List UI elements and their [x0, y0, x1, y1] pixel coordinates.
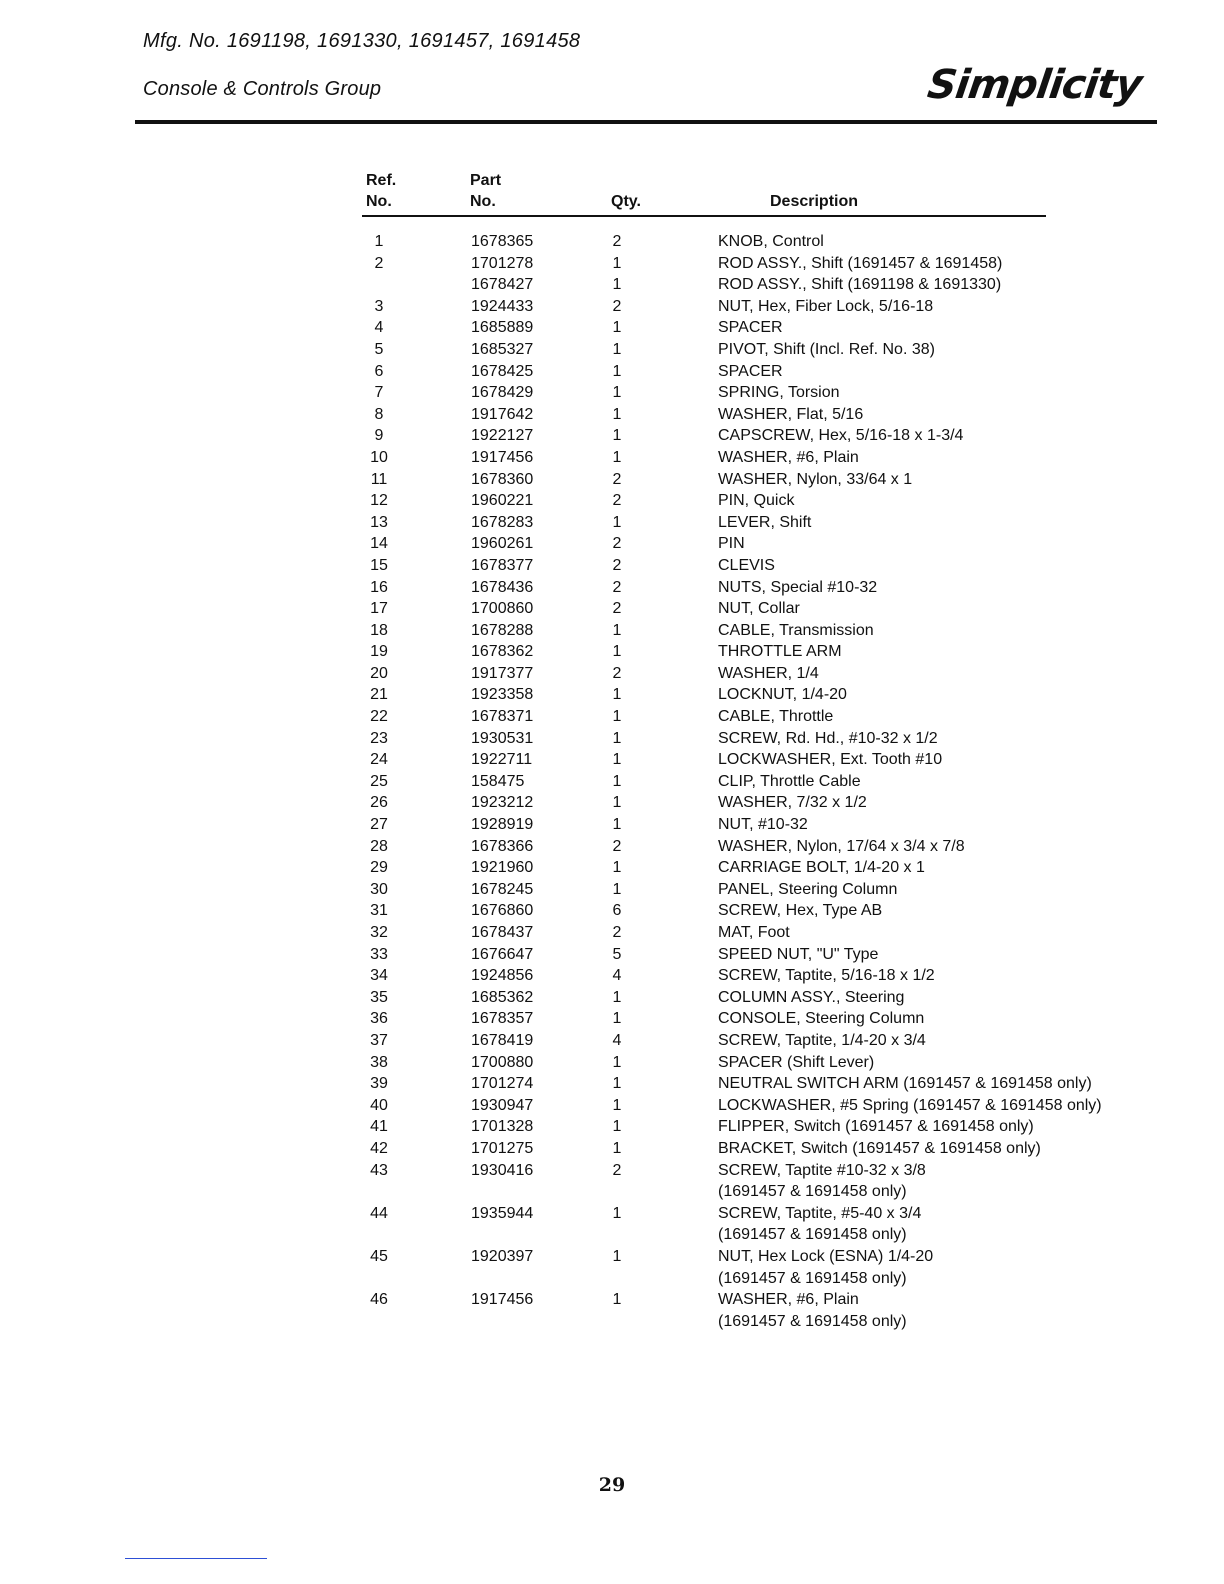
quantity: 1: [612, 1204, 622, 1222]
quantity: 5: [612, 945, 622, 963]
description: CABLE, Throttle: [718, 708, 834, 726]
description: SPACER: [718, 362, 783, 380]
ref-number: 16: [370, 578, 388, 596]
quantity: 1: [612, 686, 622, 704]
table-row: [0, 512, 1224, 534]
table-row: [0, 296, 1224, 318]
ref-number: 33: [370, 945, 388, 963]
ref-number: 11: [370, 470, 388, 488]
description: SPRING, Torsion: [718, 384, 840, 402]
description: BRACKET, Switch (1691457 & 1691458 only): [718, 1139, 1041, 1157]
part-number: 1922711: [471, 751, 533, 769]
ref-number: 35: [370, 988, 388, 1006]
quantity: 2: [612, 470, 622, 488]
table-row: [0, 469, 1224, 491]
table-row: [0, 555, 1224, 577]
ref-number: 5: [374, 340, 384, 358]
description: SPACER: [718, 319, 783, 337]
ref-number: 40: [370, 1096, 388, 1114]
part-number: 1685362: [471, 988, 534, 1006]
description: NUT, Hex, Fiber Lock, 5/16-18: [718, 297, 934, 315]
quantity: 1: [612, 1075, 622, 1093]
table-row: [0, 361, 1224, 383]
table-row: [0, 231, 1224, 253]
description: COLUMN ASSY., Steering: [718, 988, 905, 1006]
part-number: 1700860: [471, 600, 534, 618]
part-number: 1678357: [471, 1010, 534, 1028]
quantity: 2: [612, 837, 622, 855]
quantity: 1: [612, 1096, 622, 1114]
ref-number: 39: [370, 1075, 388, 1093]
description: (1691457 & 1691458 only): [718, 1312, 907, 1330]
description: SPEED NUT, "U" Type: [718, 945, 879, 963]
part-number: 1678283: [471, 513, 534, 531]
simplicity-logo: Simplicity: [924, 62, 1145, 108]
part-number: 1928919: [471, 816, 534, 834]
table-row: [0, 1008, 1224, 1030]
col-header-part-line1: Part: [470, 172, 502, 189]
quantity: 6: [612, 902, 622, 920]
part-number: 1701275: [471, 1139, 534, 1157]
table-row: [0, 706, 1224, 728]
part-number: 1917642: [471, 405, 534, 423]
ref-number: 17: [370, 600, 388, 618]
ref-number: 41: [370, 1118, 388, 1136]
part-number: 1678360: [471, 470, 534, 488]
table-row: [0, 1052, 1224, 1074]
table-row: [0, 577, 1224, 599]
quantity: 1: [612, 405, 622, 423]
quantity: 1: [612, 643, 622, 661]
footer-link-line: [125, 1558, 267, 1559]
part-number: 1920397: [471, 1247, 534, 1265]
table-row: [0, 814, 1224, 836]
col-header-ref-line2: No.: [366, 193, 392, 210]
quantity: 1: [612, 1053, 622, 1071]
description: WASHER, 1/4: [718, 664, 819, 682]
table-row: [0, 274, 1224, 296]
quantity: 4: [612, 967, 622, 985]
table-row: [0, 1073, 1224, 1095]
table-row: [0, 533, 1224, 555]
table-row: [0, 836, 1224, 858]
table-row: [0, 1160, 1224, 1203]
part-number: 1678437: [471, 924, 534, 941]
quantity: 1: [612, 276, 622, 294]
description: ROD ASSY., Shift (1691198 & 1691330): [718, 276, 1002, 294]
part-number: 1676860: [471, 902, 534, 920]
table-row: [0, 425, 1224, 447]
ref-number: 4: [374, 319, 384, 337]
quantity: 2: [612, 600, 622, 618]
quantity: 2: [612, 492, 622, 510]
description: (1691457 & 1691458 only): [718, 1226, 907, 1244]
ref-number: 44: [370, 1204, 388, 1222]
part-number: 1701274: [471, 1075, 534, 1093]
table-row: [0, 965, 1224, 987]
table-row: [0, 684, 1224, 706]
part-number: 1924856: [471, 967, 534, 985]
table-row: [0, 339, 1224, 361]
ref-number: 24: [370, 751, 388, 769]
quantity: 2: [612, 1161, 622, 1179]
description: CABLE, Transmission: [718, 621, 874, 639]
description: KNOB, Control: [718, 233, 824, 250]
ref-number: 18: [370, 621, 388, 639]
quantity: 1: [612, 1010, 622, 1028]
description: NUT, Hex Lock (ESNA) 1/4-20: [718, 1247, 934, 1265]
part-number: 1685327: [471, 340, 534, 358]
ref-number: 29: [370, 859, 388, 877]
table-row: [0, 490, 1224, 512]
description: WASHER, #6, Plain: [718, 448, 859, 466]
description: NEUTRAL SWITCH ARM (1691457 & 1691458 only): [718, 1075, 1092, 1093]
description: SCREW, Taptite, #5-40 x 3/4: [718, 1204, 922, 1222]
ref-number: 31: [370, 902, 388, 920]
ref-number: 25: [370, 772, 388, 790]
table-row: [0, 749, 1224, 771]
mfg-numbers: Mfg. No. 1691198, 1691330, 1691457, 1691458: [143, 30, 581, 52]
ref-number: 36: [370, 1010, 388, 1028]
table-row: [0, 771, 1224, 793]
col-header-ref-line1: Ref.: [366, 172, 397, 189]
ref-number: 37: [370, 1031, 388, 1049]
ref-number: 8: [374, 405, 384, 423]
description: WASHER, Nylon, 17/64 x 3/4 x 7/8: [718, 837, 965, 855]
part-number: 1930947: [471, 1096, 534, 1114]
ref-number: 14: [370, 535, 388, 553]
description: PANEL, Steering Column: [718, 880, 898, 898]
ref-number: 28: [370, 837, 388, 855]
ref-number: 19: [370, 643, 388, 661]
table-row: [0, 404, 1224, 426]
description: WASHER, Flat, 5/16: [718, 405, 864, 423]
part-number: 1930531: [471, 729, 534, 747]
description: SCREW, Taptite #10-32 x 3/8: [718, 1161, 926, 1179]
quantity: 1: [612, 794, 622, 812]
quantity: 1: [612, 708, 622, 726]
description: LOCKWASHER, Ext. Tooth #10: [718, 751, 943, 769]
description: NUT, #10-32: [718, 816, 808, 834]
table-row: [0, 728, 1224, 750]
part-number: 1678436: [471, 578, 534, 596]
part-number: 1678429: [471, 384, 534, 402]
part-number: 1685889: [471, 319, 534, 337]
table-row: [0, 641, 1224, 663]
quantity: 1: [612, 772, 622, 790]
table-row: [0, 1095, 1224, 1117]
part-number: 1960261: [471, 535, 534, 553]
ref-number: 42: [370, 1139, 388, 1157]
table-row: [0, 317, 1224, 339]
quantity: 1: [612, 1291, 622, 1309]
description: SCREW, Rd. Hd., #10-32 x 1/2: [718, 729, 938, 747]
description: THROTTLE ARM: [718, 643, 842, 661]
ref-number: 20: [370, 664, 388, 682]
description: NUT, Collar: [718, 600, 800, 618]
ref-number: 15: [370, 556, 388, 574]
ref-number: 7: [374, 384, 384, 402]
quantity: 2: [612, 297, 622, 315]
col-header-part: [470, 170, 501, 212]
table-row: [0, 792, 1224, 814]
description: LOCKNUT, 1/4-20: [718, 686, 847, 704]
description: SCREW, Taptite, 5/16-18 x 1/2: [718, 967, 935, 985]
table-row: [0, 879, 1224, 901]
table-row: [0, 598, 1224, 620]
description: WASHER, Nylon, 33/64 x 1: [718, 470, 913, 488]
group-title: Console & Controls Group: [143, 78, 382, 100]
ref-number: 46: [370, 1291, 388, 1309]
part-number: 1924433: [471, 297, 534, 315]
table-row: [0, 447, 1224, 469]
quantity: 2: [612, 578, 622, 596]
table-row: [0, 1203, 1224, 1246]
quantity: 2: [612, 664, 622, 682]
part-number: 1917456: [471, 448, 534, 466]
part-number: 1678365: [471, 233, 534, 250]
ref-number: 27: [370, 816, 388, 834]
ref-number: 30: [370, 880, 388, 898]
quantity: 2: [612, 556, 622, 574]
col-header-part-line2: No.: [470, 193, 496, 210]
description: MAT, Foot: [718, 924, 790, 941]
description: PIN: [718, 535, 745, 553]
description: ROD ASSY., Shift (1691457 & 1691458): [718, 254, 1003, 272]
table-row: [0, 620, 1224, 642]
description: PIVOT, Shift (Incl. Ref. No. 38): [718, 340, 935, 358]
description: CAPSCREW, Hex, 5/16-18 x 1-3/4: [718, 427, 964, 445]
part-number: 1678427: [471, 276, 534, 294]
quantity: 1: [612, 621, 622, 639]
ref-number: 38: [370, 1053, 388, 1071]
part-number: 1678419: [471, 1031, 534, 1049]
part-number: 1676647: [471, 945, 534, 963]
description: FLIPPER, Switch (1691457 & 1691458 only): [718, 1118, 1034, 1136]
part-number: 1678288: [471, 621, 534, 639]
col-header-description: Description: [770, 193, 859, 210]
description: CONSOLE, Steering Column: [718, 1010, 925, 1028]
quantity: 1: [612, 513, 622, 531]
ref-number: 10: [370, 448, 388, 466]
part-number: 1923212: [471, 794, 534, 812]
part-number: 1922127: [471, 427, 534, 445]
parts-table: [0, 231, 1224, 1332]
page-number: 29: [598, 1474, 626, 1496]
quantity: 1: [612, 1139, 622, 1157]
col-header-ref: [366, 170, 396, 212]
quantity: 1: [612, 859, 622, 877]
description: CLIP, Throttle Cable: [718, 772, 861, 790]
quantity: 1: [612, 427, 622, 445]
table-row: [0, 1289, 1224, 1332]
description: CARRIAGE BOLT, 1/4-20 x 1: [718, 859, 925, 877]
quantity: 2: [612, 924, 622, 941]
table-row: [0, 987, 1224, 1009]
part-number: 1678371: [471, 708, 534, 726]
part-number: 1700880: [471, 1053, 534, 1071]
table-row: [0, 857, 1224, 879]
description: NUTS, Special #10-32: [718, 578, 878, 596]
table-row: [0, 1246, 1224, 1289]
ref-number: 43: [370, 1161, 388, 1179]
part-number: 1917456: [471, 1291, 534, 1309]
part-number: 1930416: [471, 1161, 534, 1179]
table-row: [0, 1030, 1224, 1052]
quantity: 1: [612, 448, 622, 466]
part-number: 1935944: [471, 1204, 534, 1222]
header-rule: [135, 120, 1157, 124]
quantity: 1: [612, 254, 622, 272]
table-row: [0, 900, 1224, 922]
part-number: 1678362: [471, 643, 534, 661]
ref-number: 3: [374, 297, 384, 315]
description: LOCKWASHER, #5 Spring (1691457 & 1691458 only): [718, 1096, 1102, 1114]
description: SPACER (Shift Lever): [718, 1053, 875, 1071]
quantity: 1: [612, 729, 622, 747]
table-row: [0, 253, 1224, 275]
quantity: 1: [612, 319, 622, 337]
ref-number: 26: [370, 794, 388, 812]
quantity: 4: [612, 1031, 622, 1049]
part-number: 1678425: [471, 362, 534, 380]
quantity: 1: [612, 340, 622, 358]
ref-number: 34: [370, 967, 388, 985]
ref-number: 45: [370, 1247, 388, 1265]
ref-number: 1: [374, 233, 384, 250]
part-number: 1678245: [471, 880, 534, 898]
ref-number: 13: [370, 513, 388, 531]
ref-number: 21: [370, 686, 388, 704]
ref-number: 2: [374, 254, 384, 272]
description: (1691457 & 1691458 only): [718, 1269, 907, 1287]
part-number: 1917377: [471, 664, 534, 682]
description: WASHER, #6, Plain: [718, 1291, 859, 1309]
part-number: 1923358: [471, 686, 534, 704]
ref-number: 23: [370, 729, 388, 747]
quantity: 1: [612, 362, 622, 380]
ref-number: 6: [374, 362, 384, 380]
ref-number: 12: [370, 492, 388, 510]
ref-number: 32: [370, 924, 388, 941]
quantity: 2: [612, 535, 622, 553]
part-number: 1921960: [471, 859, 534, 877]
description: CLEVIS: [718, 556, 775, 574]
quantity: 1: [612, 1247, 622, 1265]
quantity: 1: [612, 988, 622, 1006]
description: PIN, Quick: [718, 492, 795, 510]
table-row: [0, 1116, 1224, 1138]
description: LEVER, Shift: [718, 513, 812, 531]
quantity: 1: [612, 880, 622, 898]
quantity: 1: [612, 816, 622, 834]
table-row: [0, 1138, 1224, 1160]
quantity: 1: [612, 384, 622, 402]
table-header-rule: [362, 215, 1046, 217]
table-row: [0, 922, 1224, 944]
table-row: [0, 382, 1224, 404]
description: WASHER, 7/32 x 1/2: [718, 794, 867, 812]
quantity: 1: [612, 751, 622, 769]
part-number: 1701278: [471, 254, 534, 272]
part-number: 1960221: [471, 492, 534, 510]
quantity: 1: [612, 1118, 622, 1136]
table-row: [0, 663, 1224, 685]
description: SCREW, Taptite, 1/4-20 x 3/4: [718, 1031, 926, 1049]
part-number: 1678377: [471, 556, 534, 574]
quantity: 2: [612, 233, 622, 250]
ref-number: 9: [374, 427, 384, 445]
part-number: 1701328: [471, 1118, 534, 1136]
ref-number: 22: [370, 708, 388, 726]
table-row: [0, 944, 1224, 966]
description: SCREW, Hex, Type AB: [718, 902, 883, 920]
part-number: 1678366: [471, 837, 534, 855]
description: (1691457 & 1691458 only): [718, 1183, 907, 1201]
col-header-qty: Qty.: [611, 193, 641, 210]
part-number: 158475: [471, 772, 525, 790]
